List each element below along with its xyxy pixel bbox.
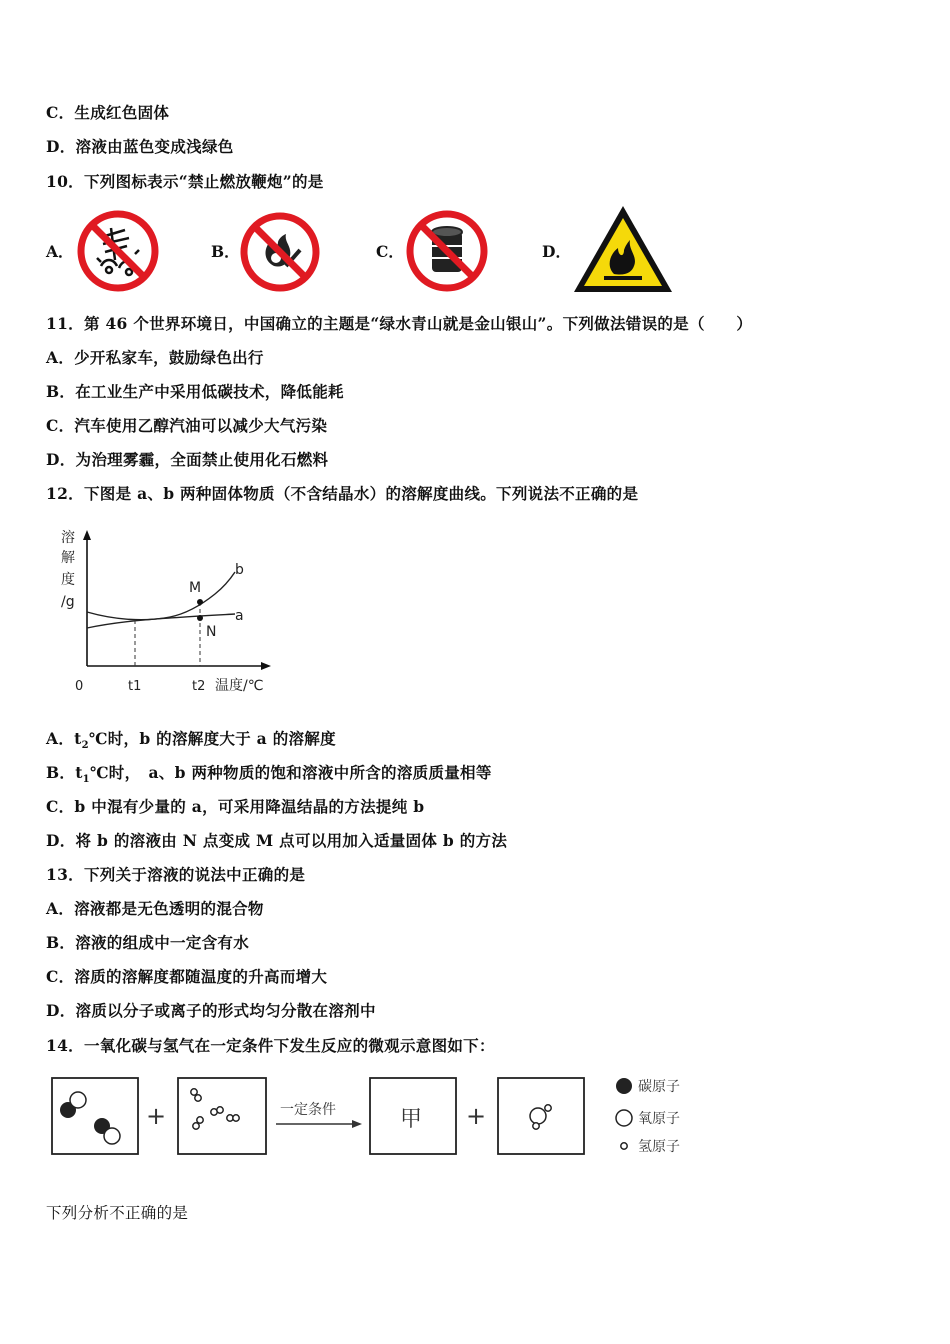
reaction-diagram [48,1070,708,1166]
q9-option-d: D．溶液由蓝色变成浅绿色 [46,137,234,156]
label-n: N [206,624,217,640]
t2-label: t2 [192,679,206,694]
oxygen-atom [104,1128,120,1144]
solubility-curve-graph [55,522,285,700]
q13-stem: 13．下列关于溶液的说法中正确的是 [46,865,306,884]
oxygen-atom [70,1092,86,1108]
q13-option-d: D．溶质以分子或离子的形式均匀分散在溶剂中 [46,1001,376,1020]
q10-label-d: D． [542,242,571,261]
q9-option-c: C．生成红色固体 [46,103,170,122]
q11-option-a: A．少开私家车，鼓励绿色出行 [46,348,264,367]
q10-label-a: A． [46,242,74,261]
q14-stem: 14．一氧化碳与氢气在一定条件下发生反应的微观示意图如下： [46,1036,495,1055]
no-flammable-barrel-icon [404,208,490,294]
q12-option-b: B．$t_1℃$时， a、b 两种物质的饱和溶液中所含的溶质质量相等 [46,763,492,786]
q11-option-b: B．在工业生产中采用低碳技术，降低能耗 [46,382,344,401]
flammable-warning-icon [570,202,676,296]
y-label-4: /g [61,594,75,610]
q12-option-d: D．将 b 的溶液由 N 点变成 M 点可以用加入适量固体 b 的方法 [46,831,508,850]
q10-label-b: B． [211,242,240,261]
y-label-1: 溶 [61,530,75,546]
legend-hydrogen: 氢原子 [638,1139,680,1155]
label-a: a [235,608,244,624]
label-b: b [235,562,244,578]
q13-option-b: B．溶液的组成中一定含有水 [46,933,250,952]
q10-label-c: C． [376,242,404,261]
q13-option-a: A．溶液都是无色透明的混合物 [46,899,264,918]
hydrogen-atom [533,1123,539,1129]
x-label: 温度/℃ [215,678,264,694]
q12-option-a: A．$t_2℃$时，b 的溶解度大于 a 的溶解度 [46,729,336,752]
origin-label: 0 [75,679,84,694]
q12-option-c: C．b 中混有少量的 a，可采用降温结晶的方法提纯 b [46,797,425,816]
q11-option-c: C．汽车使用乙醇汽油可以减少大气污染 [46,416,328,435]
no-firecrackers-icon [75,208,161,294]
legend-oxygen-icon [616,1110,632,1126]
no-open-flame-icon [238,210,322,294]
legend-carbon: 碳原子 [638,1079,680,1095]
reaction-condition: 一定条件 [280,1102,336,1118]
label-m: M [189,580,202,596]
oxygen-atom [530,1108,546,1124]
q13-option-c: C．溶质的溶解度都随温度的升高而增大 [46,967,328,986]
y-label-2: 解 [61,550,75,566]
q11-option-d: D．为治理雾霾，全面禁止使用化石燃料 [46,450,329,469]
curve-b [87,572,235,620]
plus-sign-1: + [146,1102,167,1130]
legend-carbon-icon [616,1078,632,1094]
y-label-3: 度 [61,572,75,588]
legend-oxygen: 氧原子 [638,1111,680,1127]
q12-stem: 12．下图是 a、b 两种固体物质（不含结晶水）的溶解度曲线。下列说法不正确的是 [46,484,639,503]
legend-hydrogen-icon [621,1143,627,1149]
plus-sign-2: + [466,1102,487,1130]
product-label: 甲 [400,1107,423,1132]
t1-label: t1 [128,679,142,694]
q11-stem: 11．第 46 个世界环境日，中国确立的主题是“绿水青山就是金山银山”。下列做法错误的是（ ） [46,314,753,333]
point-n [197,615,203,621]
point-m [197,599,203,605]
hydrogen-atom [545,1105,551,1111]
q14-followup: 下列分析不正确的是 [46,1204,189,1222]
q10-stem: 10．下列图标表示“禁止燃放鞭炮”的是 [46,172,324,191]
